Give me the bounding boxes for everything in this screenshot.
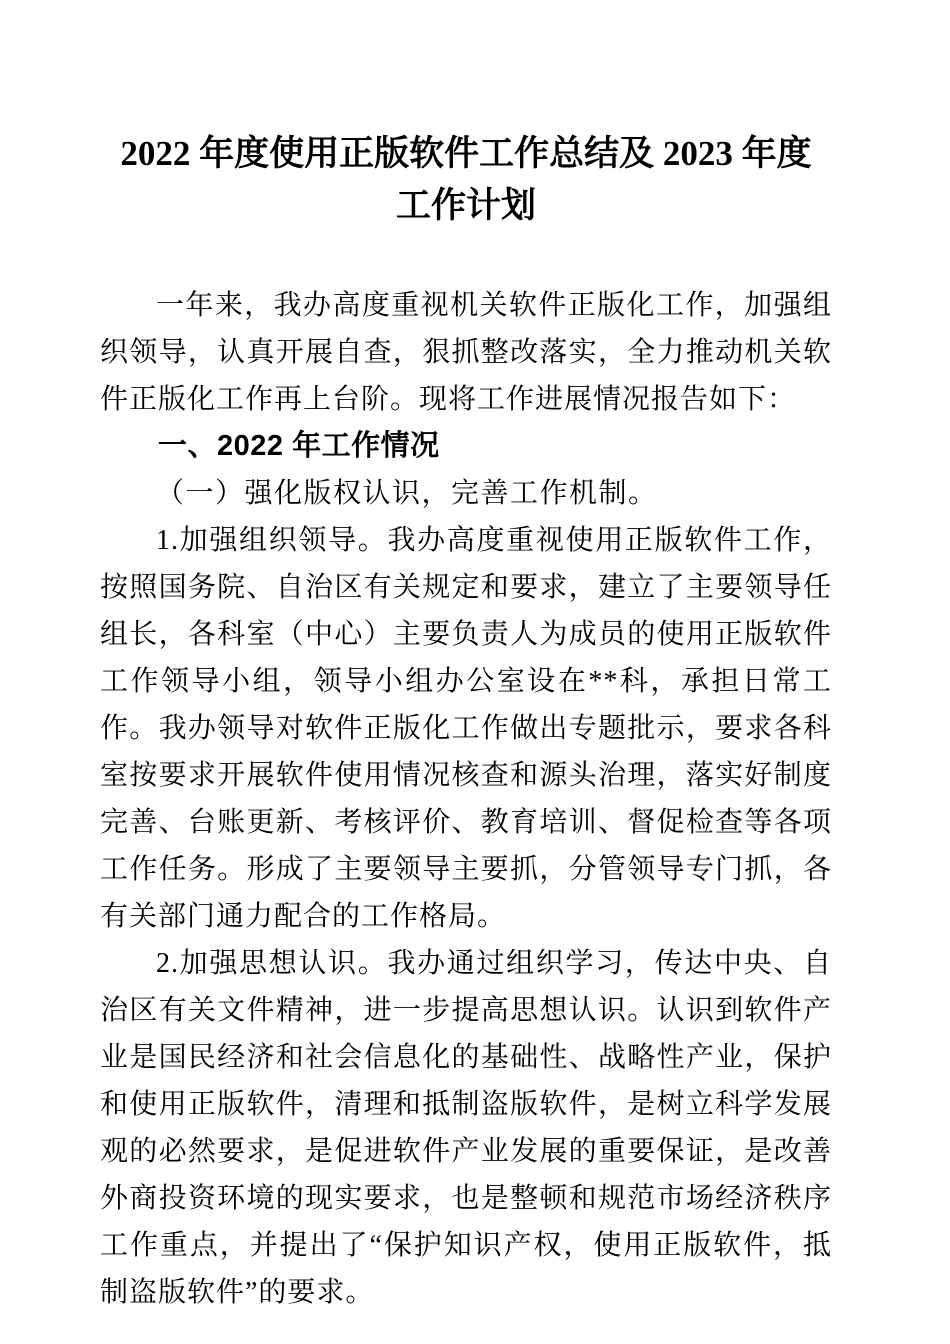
document-title-line-2: 工作计划 — [395, 186, 536, 225]
body-paragraph-1: 1.加强组织领导。我办高度重视使用正版软件工作，按照国务院、自治区有关规定和要求，建立了主要领导任组长，各科室（中心）主要负责人为成员的使用正版软件工作领导小组，领导小组办公室设在**科，承担日常工作。我办领导对软件正版化工作做出专题批示，要求各科室按要求开展软件使用情况核查和源头治理，落实好制度完善、台账更新、考核评价、教育培训、督促检查等各项工作任务。形成了主要领导主要抓，分管领导专门抓，各有关部门通力配合的工作格局。 — [100, 525, 832, 932]
document-title — [100, 128, 832, 232]
section-1-heading: 一、2022 年工作情况 — [158, 430, 440, 462]
section-1-subheading: （一）强化版权认识，完善工作机制。 — [156, 478, 658, 509]
document-title-line-1: 2022 年度使用正版软件工作总结及 2023 年度 — [120, 134, 812, 173]
intro-paragraph: 一年来，我办高度重视机关软件正版化工作，加强组织领导，认真开展自查，狠抓整改落实，全力推动机关软件正版化工作再上台阶。现将工作进展情况报告如下： — [100, 290, 832, 415]
body-paragraph-2: 2.加强思想认识。我办通过组织学习，传达中央、自治区有关文件精神，进一步提高思想认识。认识到软件产业是国民经济和社会信息化的基础性、战略性产业，保护和使用正版软件，清理和抵制盗版软件，是树立科学发展观的必然要求，是促进软件产业发展的重要保证，是改善外商投资环境的现实要求，也是整顿和规范市场经济秩序工作重点，并提出了“保护知识产权，使用正版软件，抵制盗版软件”的要求。 — [100, 948, 832, 1308]
document-body — [100, 282, 832, 1316]
